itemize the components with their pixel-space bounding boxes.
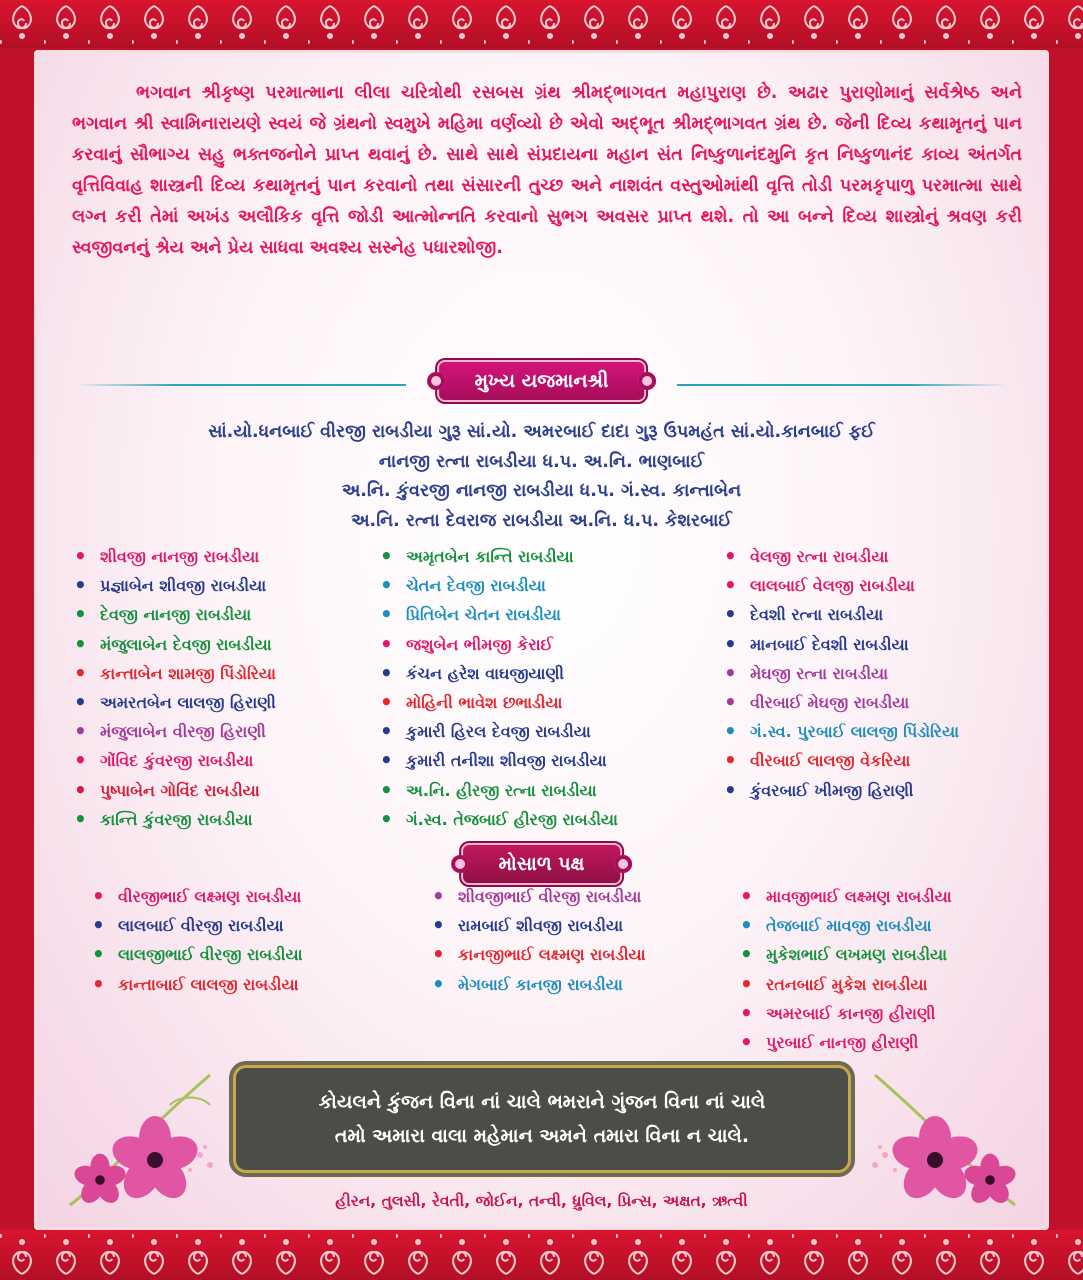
list-item: • પ્રિતિબેન ચેતન રાબડીયા bbox=[380, 600, 618, 629]
list-item: • કાનજીભાઈ લક્ષ્મણ રાબડીયા bbox=[432, 940, 646, 969]
yajman-list-col1 bbox=[74, 542, 276, 834]
list-item: • વીરબાઈ મેઘજી રાબડીયા bbox=[724, 688, 959, 717]
mosal-list-col3 bbox=[740, 882, 952, 1057]
mosal-list-col2 bbox=[432, 882, 646, 999]
list-item: • શીવજી નાનજી રાબડીયા bbox=[74, 542, 276, 571]
list-item: • કુમારી હિરલ દેવજી રાબડીયા bbox=[380, 717, 618, 746]
list-item: • વીરબાઈ લાલજી વેકરિયા bbox=[724, 746, 959, 775]
list-item: • દેવશી રત્ના રાબડીયા bbox=[724, 600, 959, 629]
list-item: • શીવજીભાઈ વીરજી રાબડીયા bbox=[432, 882, 646, 911]
list-item: • ગં.સ્વ. પુરબાઈ લાલજી પિંડોરિયા bbox=[724, 717, 959, 746]
yajman-list-col3 bbox=[724, 542, 959, 805]
list-item: • પ્રજ્ઞાબેન શીવજી રાબડીયા bbox=[74, 571, 276, 600]
list-item: • લાલજીભાઈ વીરજી રાબડીયા bbox=[92, 940, 303, 969]
list-item: • વેલજી રત્ના રાબડીયા bbox=[724, 542, 959, 571]
list-item: • પુષ્પાબેન ગોવિંદ રાબડીયા bbox=[74, 776, 276, 805]
yajman-list-col2 bbox=[380, 542, 618, 834]
list-item: • દેવજી નાનજી રાબડીયા bbox=[74, 600, 276, 629]
list-item: • ચેતન દેવજી રાબડીયા bbox=[380, 571, 618, 600]
list-item: • અ.નિ. હીરજી રત્ના રાબડીયા bbox=[380, 776, 618, 805]
chief-hosts bbox=[80, 418, 1003, 536]
section-title-mosal: મોસાળ પક્ષ bbox=[463, 845, 621, 883]
footer-names: હીરન, તુલસી, રેવતી, જોઈન, તન્વી, ધ્રુવિલ, પ્રિન્સ, અક્ષત, ઋત્વી bbox=[335, 1192, 748, 1210]
list-item: • કાન્તાબાઈ લાલજી રાબડીયા bbox=[92, 970, 303, 999]
mosal-list-col1 bbox=[92, 882, 303, 999]
list-item: • અમૃતબેન કાન્તિ રાબડીયા bbox=[380, 542, 618, 571]
list-item: • લાલબાઈ વેલજી રાબડીયા bbox=[724, 571, 959, 600]
chief-host-line: સાં.યો.ધનબાઈ વીરજી રાબડીયા ગુરૂ સાં.યો. અમરબાઈ દાદા ગુરૂ ઉપમહંત સાં.યો.કાનબાઈ ફઈ bbox=[208, 422, 875, 442]
list-item: • મોહિની ભાવેશ છભાડીયા bbox=[380, 688, 618, 717]
list-item: • અમરતબેન લાલજી હિરાણી bbox=[74, 688, 276, 717]
list-item: • રામબાઈ શીવજી રાબડીયા bbox=[432, 911, 646, 940]
list-item: • કુંવરબાઈ ખીમજી હિરાણી bbox=[724, 776, 959, 805]
list-item: • લાલબાઈ વીરજી રાબડીયા bbox=[92, 911, 303, 940]
divider-right bbox=[677, 384, 1007, 386]
list-item: • મેગબાઈ કાનજી રાબડીયા bbox=[432, 970, 646, 999]
divider-left bbox=[76, 384, 406, 386]
chief-host-line: અ.નિ. રત્ના દેવરાજ રાબડીયા અ.નિ. ધ.પ. કેશરબાઈ bbox=[351, 510, 732, 531]
decorative-border-bottom bbox=[0, 1230, 1083, 1280]
intro-paragraph: ભગવાન શ્રીકૃષ્ણ પરમાત્માના લીલા ચરિત્રોથી રસબસ ગ્રંથ શ્રીમદ્ભાગવત મહાપુરાણ છે. અઢાર પુરાણોમાનું સર્વશ્રેષ્ઠ અને ભગવાન શ્રી સ્વામિનારાયણે સ્વયં જે ગ્રંથનો સ્વમુખે મહિમા વર્ણવ્યો છે એવો અદ્ભૂત શ્રીમદ્ભાગવત ગ્રંથ છે. જેની દિવ્ય કથામૃતનું પાન કરવાનું સૌભાગ્ય સહુ ભક્તજનોને પ્રાપ્ત થવાનું છે. સાથે સાથે સંપ્રદાયના મહાન સંત નિષ્કુળાનંદમુનિ કૃત નિષ્કુળાનંદ કાવ્ય અંતર્ગત વૃત્તિવિવાહ શાસ્ત્રની દિવ્ય કથામૃતનું પાન કરવાનો તથા સંસારની તુચ્છ અને નાશવંત વસ્તુઓમાંથી વૃત્તિ તોડી પરમકૃપાળુ પરમાત્મા સાથે લગ્ન કરી તેમાં અખંડ અલૌકિક વૃત્તિ જોડી આત્મોન્નતિ કરવાનો સુભગ અવસર પ્રાપ્ત થશે. તો આ બન્ને દિવ્ય શાસ્ત્રોનું શ્રવણ કરી સ્વજીવનનું શ્રેય અને પ્રેય સાધવા અવશ્ય સસ્નેહ પધારશોજી. bbox=[72, 83, 1022, 258]
chief-host-line: અ.નિ. કુંવરજી નાનજી રાબડીયા ધ.પ. ગં.સ્વ. કાન્તાબેન bbox=[341, 481, 742, 501]
list-item: • કાન્તિ કુંવરજી રાબડીયા bbox=[74, 805, 276, 834]
list-item: • મુકેશભાઈ લખમણ રાબડીયા bbox=[740, 940, 952, 969]
list-item: • પુરબાઈ નાનજી હીરાણી bbox=[740, 1028, 952, 1057]
list-item: • માવજીભાઈ લક્ષ્મણ રાબડીયા bbox=[740, 882, 952, 911]
decorative-border-top bbox=[0, 0, 1083, 48]
list-item: • વીરજીભાઈ લક્ષ્મણ રાબડીયા bbox=[92, 882, 303, 911]
list-item: • મંજુલાબેન વીરજી હિરાણી bbox=[74, 717, 276, 746]
list-item: • કુમારી તનીશા શીવજી રાબડીયા bbox=[380, 746, 618, 775]
chief-host-line: નાનજી રત્ના રાબડીયા ધ.પ. અ.નિ. ભાણબાઈ bbox=[378, 451, 705, 472]
list-item: • જશુબેન ભીમજી કેરાઈ bbox=[380, 630, 618, 659]
quote-line-1: કોયલને કુંજન વિના નાં ચાલે ભમરાને ગુંજન વિના નાં ચાલે bbox=[318, 1091, 766, 1113]
list-item: • મંજુલાબેન દેવજી રાબડીયા bbox=[74, 630, 276, 659]
list-item: • ગોંવિદ કુંવરજી રાબડીયા bbox=[74, 746, 276, 775]
list-item: • મેઘજી રત્ના રાબડીયા bbox=[724, 659, 959, 688]
quote-box bbox=[236, 1068, 848, 1170]
list-item: • અમરબાઈ કાનજી હીરાણી bbox=[740, 999, 952, 1028]
list-item: • રતનબાઈ મુકેશ રાબડીયા bbox=[740, 970, 952, 999]
section-title-yajman: મુખ્ય યજમાનશ્રી bbox=[439, 362, 645, 400]
list-item: • તેજબાઈ માવજી રાબડીયા bbox=[740, 911, 952, 940]
list-item: • ગં.સ્વ. તેજબાઈ હીરજી રાબડીયા bbox=[380, 805, 618, 834]
quote-line-2: તમો અમારા વાલા મહેમાન અમને તમારા વિના ન ચાલે. bbox=[334, 1125, 750, 1147]
list-item: • કંચન હરેશ વાઘજીયાણી bbox=[380, 659, 618, 688]
list-item: • કાન્તાબેન શામજી પિંડોરિયા bbox=[74, 659, 276, 688]
list-item: • માનબાઈ દેવશી રાબડીયા bbox=[724, 630, 959, 659]
